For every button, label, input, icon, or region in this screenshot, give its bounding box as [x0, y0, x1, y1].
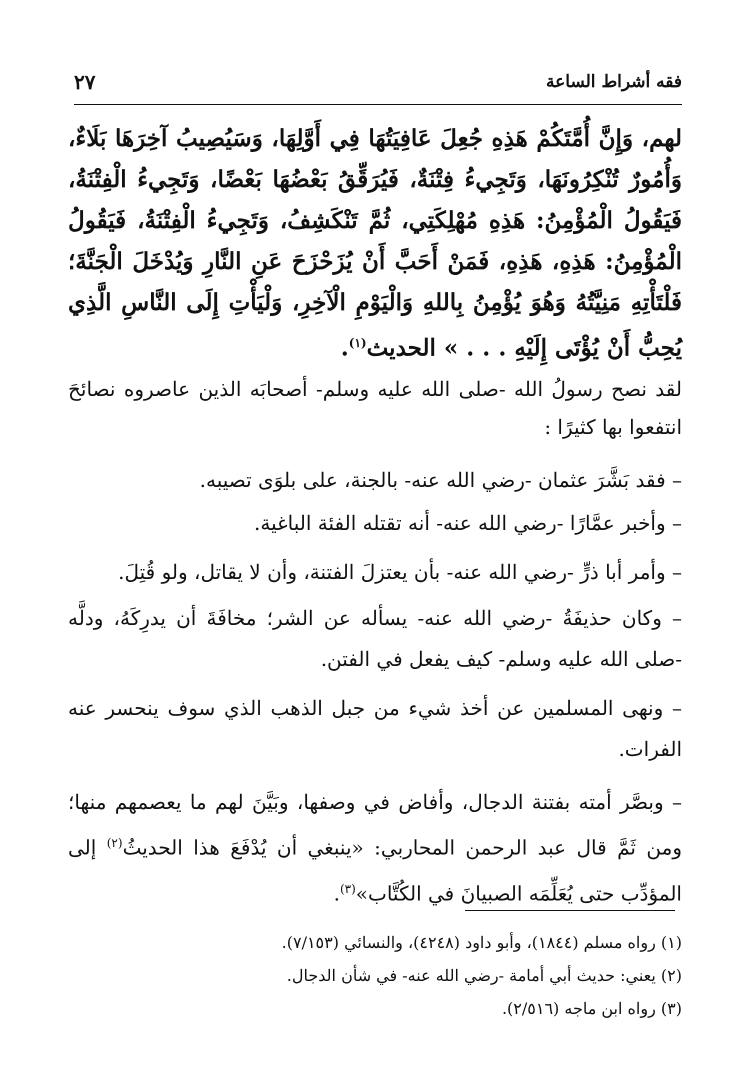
- footnote-ref-3: (٣): [339, 881, 356, 896]
- footnote-3: (٣) رواه ابن ماجه (٢/٥١٦).: [501, 999, 682, 1018]
- running-title: فقه أشراط الساعة: [546, 72, 682, 92]
- intro-paragraph: لقد نصح رسولُ الله -صلى الله عليه وسلم- أصحابَه الذين عاصروه نصائحَ انتفعوا بها كثيرًا :: [68, 377, 682, 439]
- point-6: [68, 782, 682, 914]
- hadith-end: .: [340, 334, 349, 362]
- point-2: – وأخبر عمَّارًا -رضي الله عنه- أنه تقتله الفئة الباغية.: [254, 511, 682, 535]
- point-3: – وأمر أبا ذرٍّ -رضي الله عنه- بأن يعتزلَ الفتنة، وأن لا يقاتل، ولو قُتِلَ.: [118, 560, 682, 584]
- hadith-body: لهم، وَإِنَّ أُمَّتَكُمْ هَذِهِ جُعِلَ عَافِيَتُهَا فِي أَوَّلِهَا، وَسَيُصِيبُ آخِرَهَا بَلَاءٌ، وَأُمُورٌ تُنْكِرُونَهَا، وَتَجِيءُ فِتْنَةٌ، فَيُرَقِّقُ بَعْضُهَا بَعْضًا، وَتَجِيءُ الْفِتْنَةُ، فَيَقُولُ الْمُؤْمِنُ: هَذِهِ مُهْلِكَتِي، ثُمَّ تَنْكَشِفُ، وَتَجِيءُ الْفِتْنَةُ، فَيَقُولُ الْمُؤْمِنُ: هَذِهِ، هَذِهِ، فَمَنْ أَحَبَّ أَنْ يُزَحْزَحَ عَنِ النَّارِ وَيُدْخَلَ الْجَنَّةَ؛ فَلْتَأْتِهِ مَنِيَّتُهُ وَهُوَ يُؤْمِنُ بِاللهِ وَالْيَوْمِ الْآخِرِ، وَلْيَأْتِ إِلَى النَّاسِ الَّذِي يُحِبُّ أَنْ يُؤْتَى إِلَيْهِ . . . » الحديث: [68, 125, 682, 362]
- footnote-1: (١) رواه مسلم (١٨٤٤)، وأبو داود (٤٢٤٨)، والنسائي (٧/١٥٣).: [281, 933, 682, 952]
- page-header: [74, 66, 682, 98]
- footnote-ref-2: (٢): [106, 836, 123, 850]
- footnotes: [68, 926, 682, 1025]
- point-4: – وكان حذيفَةُ -رضي الله عنه- يسأله عن الشر؛ مخافَةَ أن يدرِكَهُ، ودلَّه -صلى الله عليه وسلم- كيف يفعل في الفتن.: [68, 606, 682, 671]
- page-number: ٢٧: [74, 70, 96, 94]
- footnote-2: (٢) يعني: حديث أبي أمامة -رضي الله عنه- في شأن الدجال.: [286, 966, 682, 985]
- header-rule: [74, 104, 682, 105]
- footnote-separator: [465, 910, 675, 911]
- point-6-part-2: إلى المؤدِّب حتى يُعَلِّمَه الصبيانَ في الكُتَّاب»: [68, 835, 682, 906]
- footnote-ref-1: (١): [348, 336, 367, 350]
- hadith-text: [68, 118, 682, 369]
- point-6-part-1: – وبصَّر أمته بفتنة الدجال، وأفاض في وصفها، وبَيَّنَ لهم ما يعصمهم منها؛ ومن ثَمَّ قال عبد الرحمن المحاربي: «ينبغي أن يُدْفَعَ هذا الحديثُ: [68, 790, 682, 860]
- point-5: – ونهى المسلمين عن أخذ شيء من جبل الذهب الذي سوف ينحسر عنه الفرات.: [68, 696, 682, 761]
- point-6-end: .: [333, 881, 340, 906]
- point-1: – فقد بَشَّرَ عثمان -رضي الله عنه- بالجنة، على بلوَى تصيبه.: [199, 468, 682, 492]
